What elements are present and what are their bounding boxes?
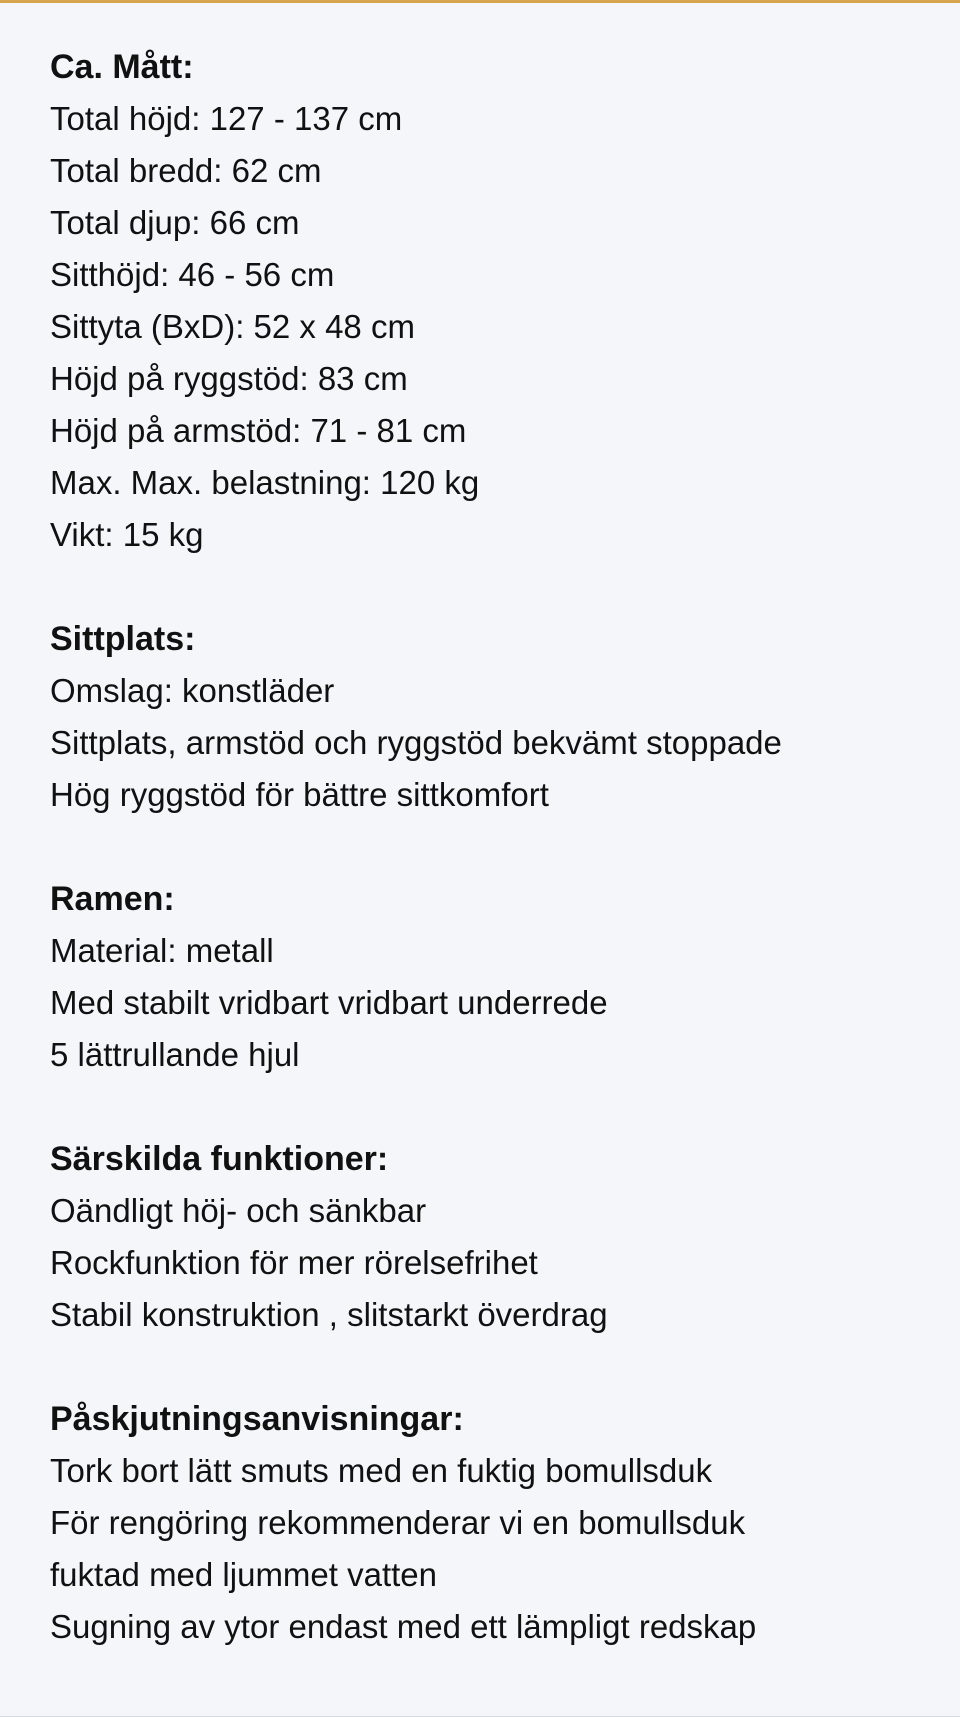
section-heading: Påskjutningsanvisningar:: [50, 1400, 464, 1438]
spec-line: Vikt: 15 kg: [50, 516, 204, 553]
spec-line: Total höjd: 127 - 137 cm: [50, 100, 403, 137]
section-special-features: [50, 1133, 930, 1341]
spec-line: Material: metall: [50, 932, 274, 969]
spec-line: Höjd på armstöd: 71 - 81 cm: [50, 412, 467, 449]
section-frame: [50, 873, 930, 1081]
spec-line: För rengöring rekommenderar vi en bomullsduk: [50, 1504, 746, 1541]
spec-line: Oändligt höj- och sänkbar: [50, 1192, 427, 1229]
spec-line: Hög ryggstöd för bättre sittkomfort: [50, 776, 549, 813]
section-care-instructions: [50, 1393, 930, 1653]
spec-line: Sitthöjd: 46 - 56 cm: [50, 256, 335, 293]
section-heading: Ca. Mått:: [50, 48, 194, 86]
spec-line: Tork bort lätt smuts med en fuktig bomullsduk: [50, 1452, 713, 1489]
spec-line: Sittyta (BxD): 52 x 48 cm: [50, 308, 415, 345]
section-dimensions: [50, 41, 930, 561]
spec-line: fuktad med ljummet vatten: [50, 1556, 438, 1593]
spec-line: Total djup: 66 cm: [50, 204, 300, 241]
section-seat: [50, 613, 930, 821]
spec-line: Omslag: konstläder: [50, 672, 335, 709]
spec-line: Sittplats, armstöd och ryggstöd bekvämt stoppade: [50, 724, 782, 761]
spec-line: Stabil konstruktion , slitstarkt överdrag: [50, 1296, 608, 1333]
spec-line: 5 lättrullande hjul: [50, 1036, 300, 1073]
spec-line: Med stabilt vridbart vridbart underrede: [50, 984, 608, 1021]
spec-line: Max. Max. belastning: 120 kg: [50, 464, 480, 501]
spec-line: Höjd på ryggstöd: 83 cm: [50, 360, 408, 397]
section-heading: Sittplats:: [50, 620, 196, 658]
product-specifications: [50, 41, 930, 1705]
spec-line: Total bredd: 62 cm: [50, 152, 322, 189]
spec-line: Sugning av ytor endast med ett lämpligt redskap: [50, 1608, 757, 1645]
section-heading: Ramen:: [50, 880, 175, 918]
section-heading: Särskilda funktioner:: [50, 1140, 389, 1178]
spec-line: Rockfunktion för mer rörelsefrihet: [50, 1244, 538, 1281]
